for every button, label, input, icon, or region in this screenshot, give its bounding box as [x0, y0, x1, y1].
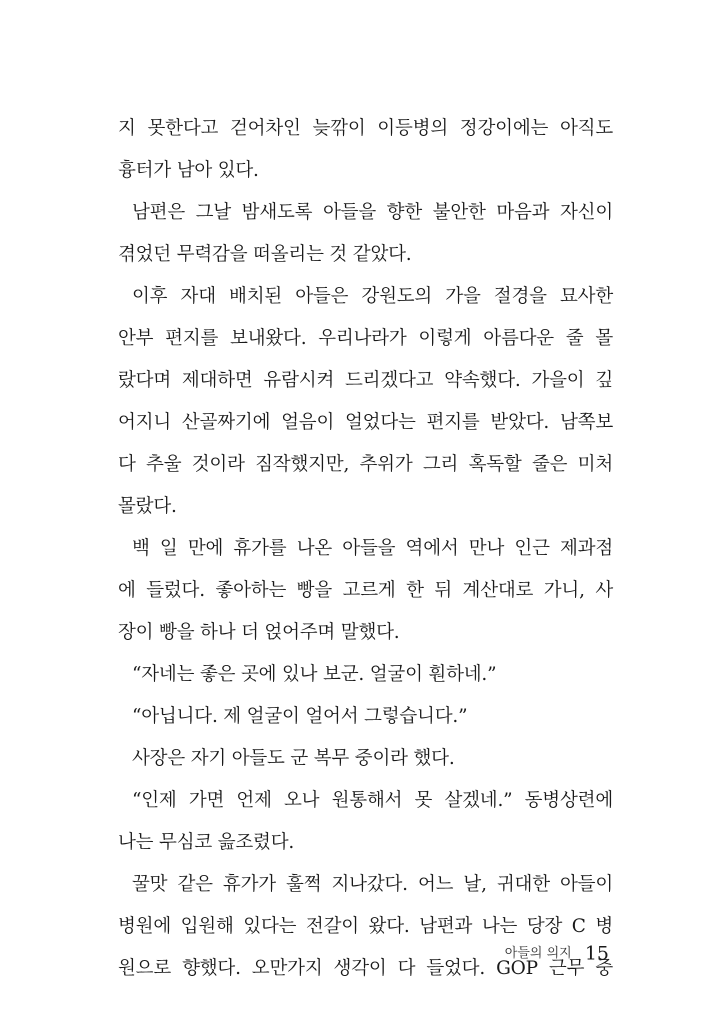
text-line: 이후 자대 배치된 아들은 강원도의 가을 절경을 묘사한: [132, 286, 613, 307]
text-line: “자네는 좋은 곳에 있나 보군. 얼굴이 훤하네.”: [132, 664, 497, 685]
text-line: 지 못한다고 걷어차인 늦깎이 이등병의 정강이에는 아직도: [118, 118, 613, 139]
text-line: 장이 빵을 하나 더 얹어주며 말했다.: [118, 622, 400, 643]
text-line: 나는 무심코 읊조렸다.: [118, 832, 295, 853]
text-line: 랐다며 제대하면 유람시켜 드리겠다고 약속했다. 가을이 깊: [118, 370, 613, 391]
text-line: “인제 가면 언제 오나 원통해서 못 살겠네.” 동병상련에: [132, 790, 613, 811]
body-text: [118, 108, 613, 990]
text-line: 에 들렀다. 좋아하는 빵을 고르게 한 뒤 계산대로 가니, 사: [118, 580, 613, 601]
text-line: 병원에 입원해 있다는 전갈이 왔다. 남편과 나는 당장 C 병: [118, 916, 613, 937]
text-line: 다 추울 것이라 짐작했지만, 추위가 그리 혹독할 줄은 미처: [118, 454, 613, 475]
text-line: 흉터가 남아 있다.: [118, 160, 259, 181]
text-line: “아닙니다. 제 얼굴이 얼어서 그렇습니다.”: [132, 706, 468, 727]
text-line: 어지니 산골짜기에 얼음이 얼었다는 편지를 받았다. 남쪽보: [118, 412, 613, 433]
page-number: 15: [584, 942, 609, 965]
text-line: 남편은 그날 밤새도록 아들을 향한 불안한 마음과 자신이: [132, 202, 613, 223]
running-title: 아들의 의지: [504, 945, 572, 961]
text-line: 백 일 만에 휴가를 나온 아들을 역에서 만나 인근 제과점: [132, 538, 613, 559]
text-line: 원으로 향했다. 오만가지 생각이 다 들었다. GOP 근무 중: [118, 958, 613, 979]
page-footer: [505, 938, 609, 968]
text-line: 사장은 자기 아들도 군 복무 중이라 했다.: [132, 748, 455, 769]
text-line: 겪었던 무력감을 떠올리는 것 같았다.: [118, 244, 412, 265]
text-line: 꿀맛 같은 휴가가 훌쩍 지나갔다. 어느 날, 귀대한 아들이: [132, 874, 613, 895]
text-line: 몰랐다.: [118, 496, 177, 517]
text-line: 안부 편지를 보내왔다. 우리나라가 이렇게 아름다운 줄 몰: [118, 328, 613, 349]
